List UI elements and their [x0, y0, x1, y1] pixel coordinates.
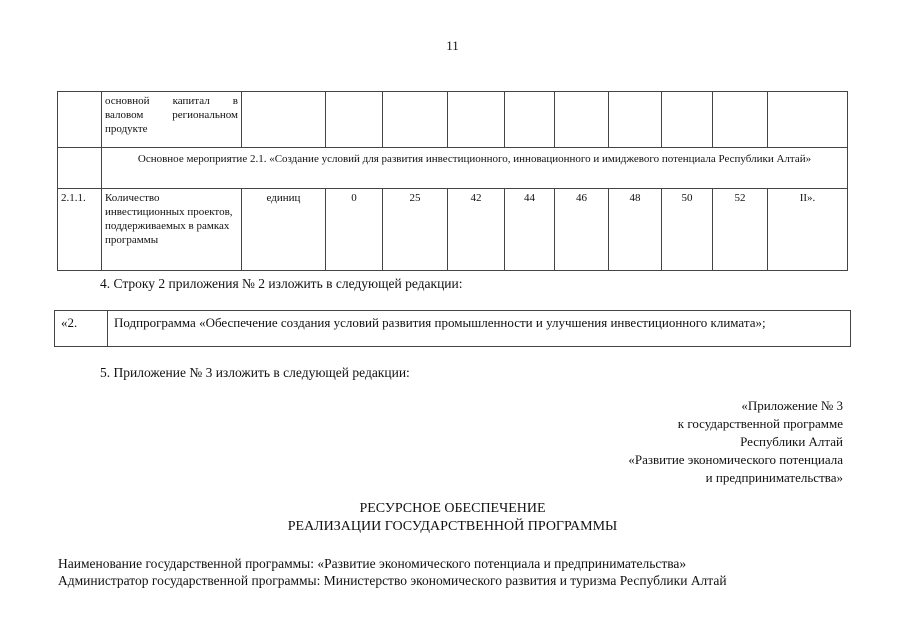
table-row — [58, 148, 848, 189]
program-name: Наименование государственной программы: «Развитие экономического потенциала и предпринимательства» — [58, 556, 687, 571]
table-row — [58, 189, 848, 271]
subprogram-table — [54, 310, 851, 347]
instruction-5: 5. Приложение № 3 изложить в следующей редакции: — [100, 365, 410, 380]
main-activity-cell: Основное мероприятие 2.1. «Создание условий для развития инвестиционного, инновационного и имиджевого потенциала Республики Алтай» — [102, 148, 848, 189]
indicator-name-cell: Количество инвестиционных проектов, поддерживаемых в рамках программы — [102, 189, 242, 271]
table-cell — [609, 92, 662, 148]
value-cell: 46 — [555, 189, 609, 271]
indicator-name-text: основной капитал в валовом региональном продукте — [105, 95, 238, 135]
section-title-line: РЕСУРСНОЕ ОБЕСПЕЧЕНИЕ — [359, 501, 546, 516]
indicators-table — [57, 91, 848, 271]
value-cell: 25 — [383, 189, 448, 271]
value-cell: 48 — [609, 189, 662, 271]
table-cell — [326, 92, 383, 148]
appendix-heading — [628, 397, 843, 487]
indicator-code-cell: 2.1.1. — [58, 189, 102, 271]
table-cell — [768, 92, 848, 148]
table-cell — [58, 148, 102, 189]
table-cell — [242, 92, 326, 148]
table-cell — [383, 92, 448, 148]
value-cell: II». — [768, 189, 848, 271]
appendix-line: Республики Алтай — [740, 434, 843, 449]
table-cell — [58, 92, 102, 148]
table-cell — [555, 92, 609, 148]
instruction-4: 4. Строку 2 приложения № 2 изложить в следующей редакции: — [100, 276, 463, 291]
table-cell — [662, 92, 713, 148]
table-cell — [448, 92, 505, 148]
table-row — [58, 92, 848, 148]
table-row — [55, 311, 851, 347]
section-title — [0, 500, 905, 536]
subprogram-text-cell: Подпрограмма «Обеспечение создания условий развития промышленности и улучшения инвестиционного климата»; — [108, 311, 851, 347]
value-cell: 50 — [662, 189, 713, 271]
table-cell — [713, 92, 768, 148]
appendix-line: «Развитие экономического потенциала — [628, 452, 843, 467]
appendix-line: и предпринимательства» — [705, 470, 843, 485]
appendix-line: к государственной программе — [677, 416, 843, 431]
section-title-line: РЕАЛИЗАЦИИ ГОСУДАРСТВЕННОЙ ПРОГРАММЫ — [287, 519, 618, 534]
indicator-name-cell — [102, 92, 242, 148]
subprogram-code-cell: «2. — [55, 311, 108, 347]
value-cell: 0 — [326, 189, 383, 271]
unit-cell: единиц — [242, 189, 326, 271]
value-cell: 42 — [448, 189, 505, 271]
value-cell: 44 — [505, 189, 555, 271]
program-administrator: Администратор государственной программы: Министерство экономического развития и туризма Республики Алтай — [58, 573, 727, 588]
appendix-line: «Приложение № 3 — [741, 398, 843, 413]
value-cell: 52 — [713, 189, 768, 271]
table-cell — [505, 92, 555, 148]
page-number: 11 — [446, 38, 459, 53]
